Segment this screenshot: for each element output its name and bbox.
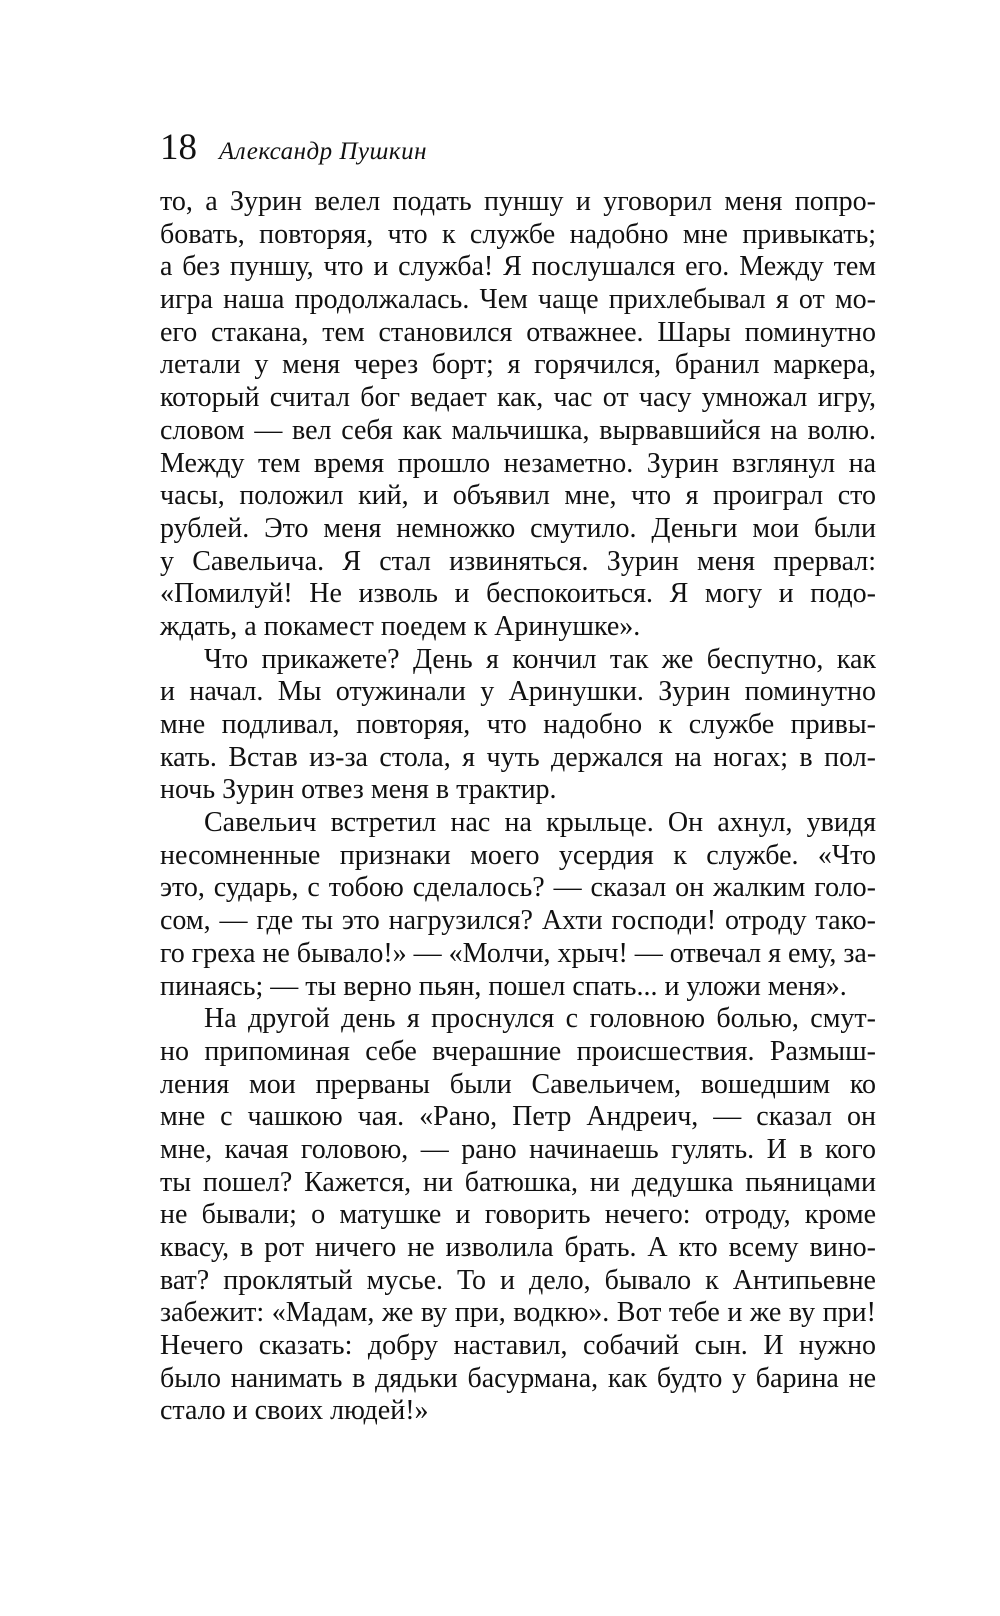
- text-line: то, а Зурин велел подать пуншу и уговорил меня попро-: [160, 186, 876, 217]
- text-line: На другой день я проснулся с головною болью, смут-: [204, 1003, 876, 1035]
- text-line: го греха не бывало!» — «Молчи, хрыч! — отвечал я ему, за-: [160, 937, 877, 969]
- text-line: забежит: «Мадам, же ву при, водкю». Вот тебе и же ву при!: [160, 1297, 876, 1329]
- text-line: словом — вел себя как мальчишка, вырвавшийся на волю.: [160, 414, 876, 446]
- text-line: Что прикажете? День я кончил так же беспутно, как: [204, 643, 876, 675]
- text-line: который считал бог ведает как, час от часу умножал игру,: [160, 382, 876, 414]
- text-line: квасу, в рот ничего не изволила брать. А кто всему вино-: [160, 1232, 876, 1263]
- running-title: Александр Пушкин: [219, 138, 427, 165]
- text-line: Между тем время прошло незаметно. Зурин взглянул на: [160, 447, 876, 479]
- text-line: не бывали; о матушке и говорить нечего: отроду, кроме: [160, 1199, 876, 1231]
- text-line: бовать, повторяя, что к службе надобно мне привыкать;: [160, 218, 876, 250]
- text-line: «Помилуй! Не изволь и беспокоиться. Я могу и подо-: [160, 578, 876, 610]
- text-line: Нечего сказать: добру наставил, собачий сын. И нужно: [160, 1330, 876, 1362]
- text-line: ления мои прерваны были Савельичем, вошедшим ко: [160, 1068, 876, 1100]
- text-line: было нанимать в дядьки басурмана, как будто у барина не: [160, 1362, 876, 1394]
- text-line: сом, — где ты это нагрузился? Ахти господи! отроду тако-: [160, 905, 876, 937]
- text-line: это, сударь, с тобою сделалось? — сказал он жалким голо-: [160, 872, 876, 904]
- text-line: мне подливал, повторяя, что надобно к службе привы-: [160, 709, 876, 740]
- text-line: летали у меня через борт; я горячился, бранил маркера,: [160, 349, 876, 381]
- page-number: 18: [160, 127, 197, 168]
- text-line: стало и своих людей!»: [160, 1395, 429, 1427]
- text-line: и начал. Мы отужинали у Аринушки. Зурин поминутно: [160, 676, 876, 708]
- text-line: рублей. Это меня немножко смутило. Деньги мои были: [160, 512, 876, 544]
- text-line: ты пошел? Кажется, ни батюшка, ни дедушка пьяницами: [160, 1166, 876, 1198]
- text-line: ночь Зурин отвез меня в трактир.: [160, 774, 557, 806]
- text-line: ват? проклятый мусье. То и дело, бывало к Антипьевне: [160, 1264, 876, 1296]
- text-line: Савельич встретил нас на крыльце. Он ахнул, увидя: [204, 807, 876, 839]
- text-line: мне с чашкою чая. «Рано, Петр Андреич, — сказал он: [160, 1101, 876, 1133]
- body-text: [160, 186, 876, 1428]
- text-line: пинаясь; — ты верно пьян, пошел спать... и уложи меня».: [160, 970, 847, 1002]
- text-line: а без пуншу, что и служба! Я послушался его. Между тем: [160, 251, 876, 283]
- text-line: несомненные признаки моего усердия к службе. «Что: [160, 839, 876, 871]
- text-line: часы, положил кий, и объявил мне, что я проиграл сто: [160, 480, 876, 512]
- text-line: но припоминая себе вчерашние происшествия. Размыш-: [160, 1035, 876, 1067]
- text-line: мне, качая головою, — рано начинаешь гулять. И в кого: [160, 1133, 876, 1165]
- text-line: кать. Встав из-за стола, я чуть держался на ногах; в пол-: [160, 741, 876, 773]
- page-header: [160, 126, 427, 170]
- text-line: ждать, а покамест поедем к Аринушке».: [160, 610, 641, 642]
- text-line: его стакана, тем становился отважнее. Шары поминутно: [160, 316, 876, 348]
- text-line: у Савельича. Я стал извиняться. Зурин меня прервал:: [160, 545, 876, 577]
- text-line: игра наша продолжалась. Чем чаще прихлебывал я от мо-: [160, 284, 876, 316]
